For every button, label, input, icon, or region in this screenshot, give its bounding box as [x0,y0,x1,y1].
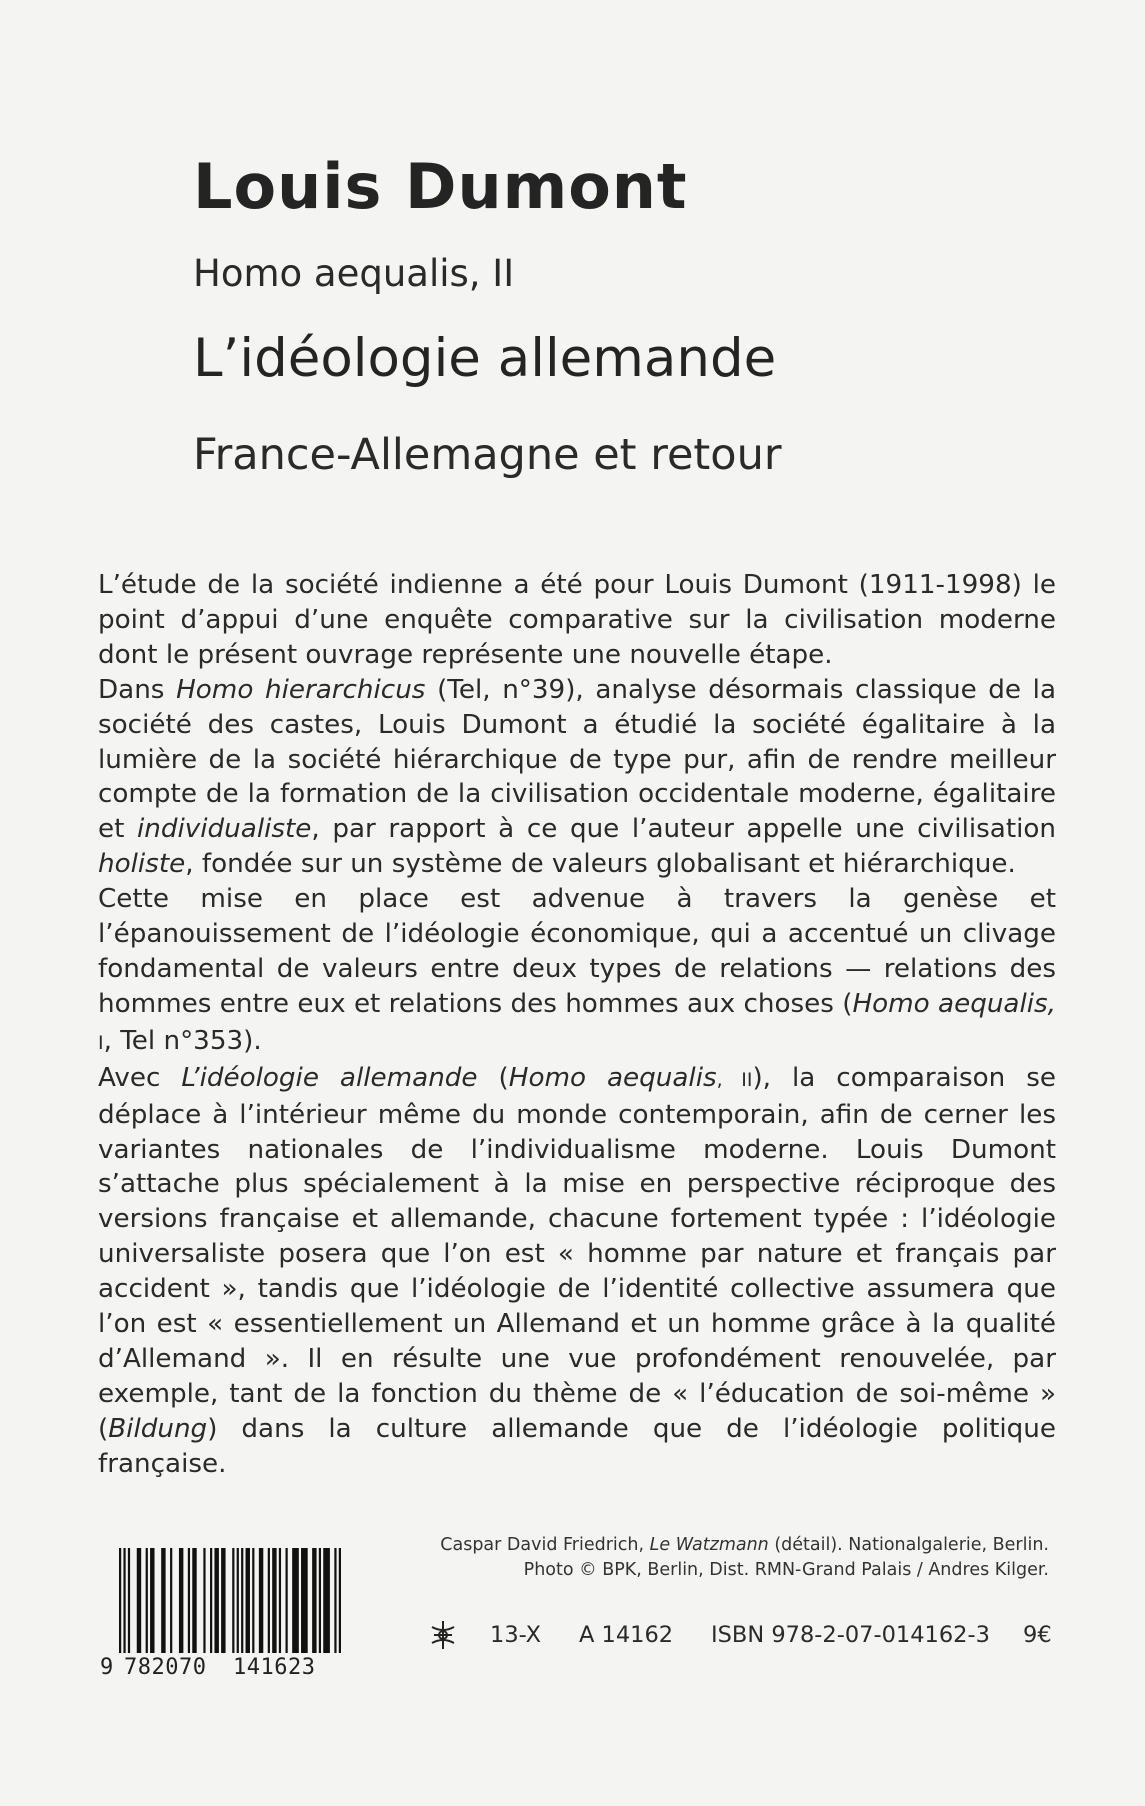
barcode-bar [279,1548,281,1653]
credit-line-1: Caspar David Friedrich, Le Watzmann (détail). Nationalgalerie, Berlin. [440,1535,1049,1555]
barcode-bar [268,1548,270,1653]
blurb-text [98,568,1056,1482]
barcode-bar [210,1548,212,1653]
blurb-paragraph-4: Avec L’idéologie allemande (Homo aequalis, II), la comparaison se déplace à l’intérieur même du monde contemporain, afin de cerner les variantes nationales de l’individualisme moderne. Louis Dumont s’attache plus spécialement à la mise en perspective réciproque des versions française et allemande, chacune fortement typée : l’idéologie universaliste posera que l’on est « homme par nature et français par accident », tandis que l’idéologie de l’identité collective assumera que l’on est « essentiellement un Allemand et un homme grâce à la qualité d’Allemand ». Il en résulte une vue profondément renouvelée, par exemple, tant de la fonction du thème de « l’éducation de soi-même » (Bildung) dans la culture allemande que de l’idéologie politique française. [98,1062,1056,1479]
barcode-bar [323,1548,330,1653]
barcode-bar [137,1548,141,1653]
barcode-bar [128,1548,130,1653]
barcode-bar [292,1548,299,1653]
barcode-bar [286,1548,288,1653]
barcode-bar [272,1548,276,1653]
book-title: L’idéologie allemande [193,328,777,389]
book-subtitle: France-Allemagne et retour [193,430,782,480]
gallimard-logo-icon [428,1619,458,1651]
barcode-bar [246,1548,250,1653]
barcode-bars [119,1548,341,1653]
credit-line-2: Photo © BPK, Berlin, Dist. RMN-Grand Palais / Andres Kilger. [523,1560,1049,1580]
footer-catalog-number: A 14162 [579,1622,674,1648]
barcode-bar [301,1548,308,1653]
barcode-bar [319,1548,321,1653]
author-name: Louis Dumont [193,150,688,223]
barcode-bar [241,1548,243,1653]
barcode-bar [214,1548,218,1653]
barcode-bar [221,1548,225,1653]
barcode-bar [232,1548,234,1653]
blurb-paragraph-2: Dans Homo hierarchicus (Tel, n°39), analyse désormais classique de la société des castes, Louis Dumont a étudié la société égalitaire à la lumière de la société hiérarchique de type pur, afin de rendre meilleur compte de la formation de la civilisation occidentale moderne, égalitaire et individualiste, par rapport à ce que l’auteur appelle une civilisation holiste, fondée sur un système de valeurs globalisant et hiérarchique. [98,674,1057,880]
barcode-bar [259,1548,263,1653]
barcode-bar [161,1548,165,1653]
series-title: Homo aequalis, II [193,252,515,295]
barcode-digits [100,1655,345,1685]
footer-code: 13-X [490,1622,542,1648]
barcode-bar [203,1548,205,1653]
barcode-bar [312,1548,316,1653]
image-credits [349,1533,1049,1583]
blurb-paragraph-3: Cette mise en place est advenue à travers la genèse et l’épanouissement de l’idéologie économique, qui a accentué un clivage fondamental de valeurs entre deux types de relations — relations des hommes entre eux et relations des hommes aux choses (Homo aequalis, I, Tel n°353). [98,884,1056,1056]
blurb-paragraph-1: L’étude de la société indienne a été pour Louis Dumont (1911-1998) le point d’appui d’une enquête comparative sur la civilisation moderne dont le présent ouvrage représente une nouvelle étape. [98,570,1056,670]
barcode-bar [146,1548,148,1653]
barcode-bar [237,1548,239,1653]
barcode-first-digit: 9 [100,1655,114,1680]
barcode-right-group: 141623 [233,1655,316,1680]
footer-isbn: ISBN 978-2-07-014162-3 [711,1622,990,1648]
barcode-bar [334,1548,336,1653]
footer-price: 9€ [1023,1622,1052,1648]
barcode-bar [252,1548,254,1653]
barcode-bar [179,1548,183,1653]
barcode-left-group: 782070 [124,1655,207,1680]
barcode-bar [339,1548,341,1653]
barcode-bar [150,1548,154,1653]
barcode-bar [170,1548,172,1653]
barcode-bar [119,1548,121,1653]
barcode-bar [192,1548,196,1653]
barcode-bar [188,1548,190,1653]
isbn-barcode [100,1548,345,1806]
barcode-bar [123,1548,125,1653]
